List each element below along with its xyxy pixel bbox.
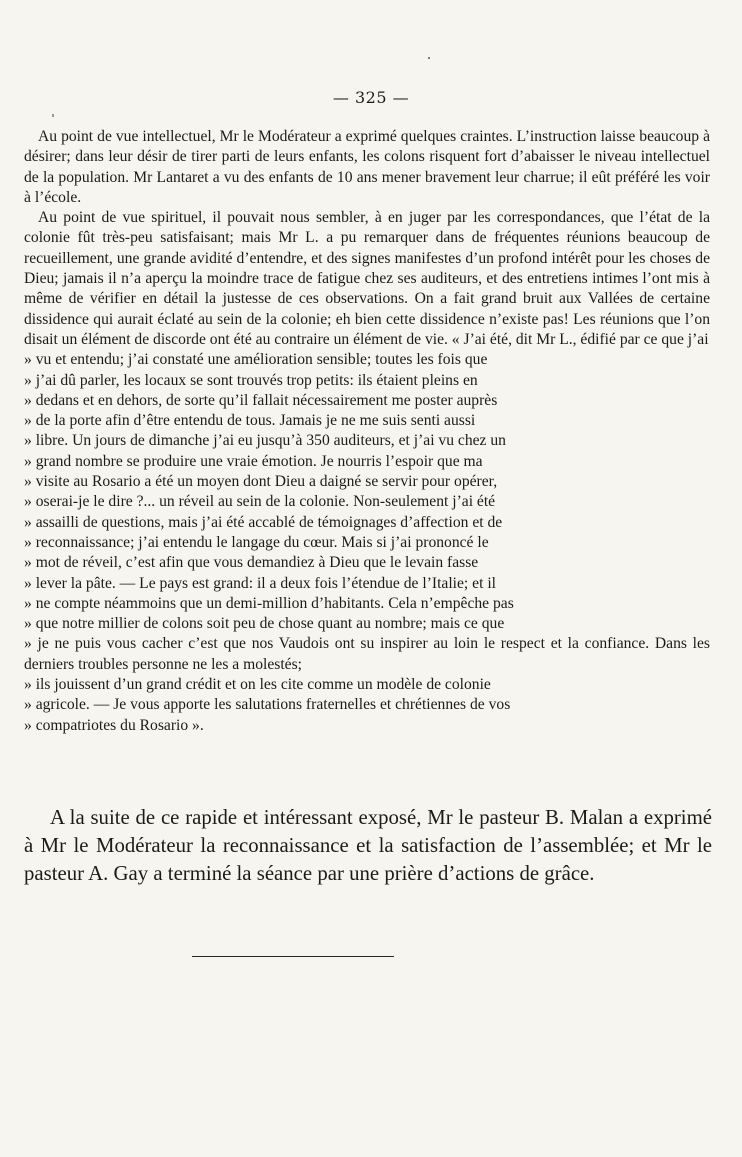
quote-line: » j’ai dû parler, les locaux se sont trouvés trop petits: ils étaient pleins en: [24, 371, 710, 391]
page-number: — 325 —: [332, 88, 410, 107]
report-body: [24, 127, 710, 736]
quote-line: » ils jouissent d’un grand crédit et on les cite comme un modèle de colonie: [24, 675, 710, 695]
quote-line: » dedans et en dehors, de sorte qu’il fallait nécessairement me poster auprès: [24, 391, 710, 411]
quote-line: » assailli de questions, mais j’ai été accablé de témoignages d’affection et de: [24, 513, 710, 533]
quote-line: » grand nombre se produire une vraie émotion. Je nourris l’espoir que ma: [24, 452, 710, 472]
paragraph-spiritual: [24, 208, 710, 350]
quote-line: » compatriotes du Rosario ».: [24, 716, 710, 736]
closing-paragraph-block: [24, 804, 712, 889]
quoted-speech: [24, 350, 710, 736]
ink-speck: [428, 57, 430, 59]
quote-line: » agricole. — Je vous apporte les salutations fraternelles et chrétiennes de vos: [24, 695, 710, 715]
closing-paragraph: A la suite de ce rapide et intéressant exposé, Mr le pasteur B. Malan a exprimé à Mr le Modérateur la reconnaissance et la satisfaction de l’assemblée; et Mr le pasteur A. Gay a terminé la séance par une prière d’actions de grâce.: [24, 806, 712, 886]
quote-line: » vu et entendu; j’ai constaté une amélioration sensible; toutes les fois que: [24, 350, 710, 370]
quote-line: » visite au Rosario a été un moyen dont Dieu a daigné se servir pour opérer,: [24, 472, 710, 492]
ink-speck: [52, 114, 54, 117]
quote-line: » reconnaissance; j’ai entendu le langage du cœur. Mais si j’ai prononcé le: [24, 533, 710, 553]
paragraph-spiritual-text: Au point de vue spirituel, il pouvait nous sembler, à en juger par les correspondances, que l’état de la colonie fût très-peu satisfaisant; mais Mr L. a pu remarquer dans de fréquentes réunions beaucoup de recueillement, une grande avidité d’entendre, et des signes manifestes d’un profond intérêt pour les choses de Dieu; jamais il n’a aperçu la moindre trace de fatigue chez ses auditeurs, et des entretiens intimes l’ont mis à même de vérifier en détail la justesse de ces observations. On a fait grand bruit aux Vallées de certaine dissidence qui aurait éclaté au sein de la colonie; eh bien cette dissidence n’existe pas! Les réunions que l’on disait un élément de discorde ont été au contraire un élément de vie. « J’ai été, dit Mr L., édifié par ce que j’ai: [24, 209, 710, 348]
quote-line: » de la porte afin d’être entendu de tous. Jamais je ne me suis senti aussi: [24, 411, 710, 431]
quote-line: » mot de réveil, c’est afin que vous demandiez à Dieu que le levain fasse: [24, 553, 710, 573]
quote-line: » lever la pâte. — Le pays est grand: il a deux fois l’étendue de l’Italie; et il: [24, 574, 710, 594]
quote-line: » oserai-je le dire ?... un réveil au sein de la colonie. Non-seulement j’ai été: [24, 492, 710, 512]
quote-line: » libre. Un jours de dimanche j’ai eu jusqu’à 350 auditeurs, et j’ai vu chez un: [24, 431, 710, 451]
quote-line: » je ne puis vous cacher c’est que nos Vaudois ont su inspirer au loin le respect et la confiance. Dans les derniers troubles personne ne les a molestés;: [24, 634, 710, 675]
quote-line: » que notre millier de colons soit peu de chose quant au nombre; mais ce que: [24, 614, 710, 634]
quote-line: » ne compte néammoins que un demi-million d’habitants. Cela n’empêche pas: [24, 594, 710, 614]
section-divider: [192, 956, 394, 957]
paragraph-intellectual: Au point de vue intellectuel, Mr le Modérateur a exprimé quelques craintes. L’instruction laisse beaucoup à désirer; dans leur désir de tirer parti de leurs enfants, les colons risquent fort d’abaisser le niveau intellectuel de la population. Mr Lantaret a vu des enfants de 10 ans mener bravement leur charrue; il eût préféré les voir à l’école.: [24, 128, 710, 206]
